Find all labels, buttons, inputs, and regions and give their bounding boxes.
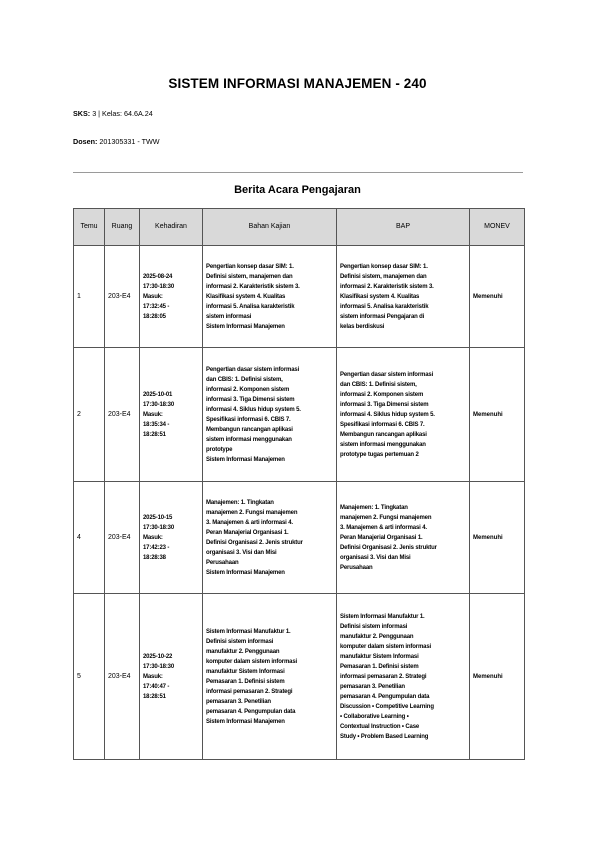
- cell-bap-line: kelas berdiskusi: [340, 323, 385, 330]
- cell-ruang: 203-E4: [105, 594, 140, 760]
- cell-bap-line: manufaktur Sistem Informasi: [340, 653, 419, 660]
- cell-bap-line: Spesifikasi informasi 6. CBIS 7.: [340, 421, 425, 428]
- dosen-label: Dosen:: [73, 137, 98, 146]
- cell-temu: 1: [74, 246, 105, 348]
- cell-bahan-kajian-line: manufaktur Sistem Informasi: [206, 668, 285, 675]
- cell-bap-line: Manajemen: 1. Tingkatan: [340, 504, 408, 511]
- cell-bahan-kajian-line: komputer dalam sistem informasi: [206, 658, 298, 665]
- cell-bap-line: sistem informasi menggunakan: [340, 441, 426, 448]
- cell-bahan-kajian-line: Pengertian konsep dasar SIM: 1.: [206, 263, 294, 270]
- cell-kehadiran-line: 2025-08-24: [143, 273, 173, 280]
- table-row: [74, 348, 525, 482]
- cell-bahan-kajian-line: Manajemen: 1. Tingkatan: [206, 499, 274, 506]
- cell-bahan-kajian-line: informasi pemasaran 2. Strategi: [206, 688, 293, 695]
- cell-bap-line: informasi pemasaran 2. Strategi: [340, 673, 427, 680]
- cell-kehadiran: [140, 246, 203, 348]
- cell-kehadiran: [140, 482, 203, 594]
- table-row: [74, 246, 525, 348]
- table-row: [74, 482, 525, 594]
- cell-bap-line: sistem informasi Pengajaran di: [340, 313, 425, 320]
- table-header-row: [74, 209, 525, 246]
- cell-bahan-kajian-line: pemasaran 4. Pengumpulan data: [206, 708, 296, 715]
- cell-temu: 4: [74, 482, 105, 594]
- section-title: Berita Acara Pengajaran: [234, 184, 361, 196]
- cell-bahan-kajian-line: informasi 4. Siklus hidup system 5.: [206, 406, 301, 413]
- cell-monev: Memenuhi: [470, 482, 525, 594]
- header-bahan-kajian: Bahan Kajian: [203, 209, 337, 246]
- cell-bap-line: Pengertian konsep dasar SIM: 1.: [340, 263, 428, 270]
- teaching-report-table: [73, 208, 525, 760]
- dosen-line: [73, 137, 160, 146]
- cell-bahan-kajian-line: organisasi 3. Visi dan Misi: [206, 549, 277, 556]
- cell-bap-line: Membangun rancangan aplikasi: [340, 431, 427, 438]
- cell-bahan-kajian-line: informasi 5. Analisa karakteristik: [206, 303, 295, 310]
- cell-temu: 2: [74, 348, 105, 482]
- cell-kehadiran-line: 17:30-18:30: [143, 283, 175, 290]
- cell-bap-line: organisasi 3. Visi dan Misi: [340, 554, 411, 561]
- cell-bap-line: manufaktur 2. Penggunaan: [340, 633, 414, 640]
- cell-bap-line: pemasaran 3. Penetilian: [340, 683, 405, 690]
- cell-bap-line: informasi 2. Komponen sistem: [340, 391, 424, 398]
- cell-bahan-kajian-line: pemasaran 3. Penetilian: [206, 698, 271, 705]
- cell-kehadiran-line: 17:30-18:30: [143, 401, 175, 408]
- cell-bahan-kajian: [203, 594, 337, 760]
- cell-bahan-kajian: [203, 246, 337, 348]
- dosen-value: 201305331 - TWW: [99, 137, 160, 146]
- cell-bap-line: dan CBIS: 1. Definisi sistem,: [340, 381, 417, 388]
- cell-bahan-kajian-line: Definisi Organisasi 2. Jenis struktur: [206, 539, 303, 546]
- header-monev: MONEV: [470, 209, 525, 246]
- cell-bap: [337, 348, 470, 482]
- cell-bahan-kajian-line: informasi 2. Karakteristik sistem 3.: [206, 283, 300, 290]
- cell-bap-line: Contextual Instruction • Case: [340, 723, 420, 730]
- cell-bahan-kajian-line: sistem informasi: [206, 313, 252, 320]
- cell-bap-line: komputer dalam sistem informasi: [340, 643, 432, 650]
- cell-ruang: 203-E4: [105, 246, 140, 348]
- sks-value: 3 | Kelas: 64.6A.24: [92, 109, 153, 118]
- cell-kehadiran-line: Masuk:: [143, 411, 163, 418]
- cell-bahan-kajian-line: Membangun rancangan aplikasi: [206, 426, 293, 433]
- cell-kehadiran-line: Masuk:: [143, 534, 163, 541]
- cell-bahan-kajian-line: Sistem Informasi Manajemen: [206, 718, 285, 725]
- cell-kehadiran-line: 2025-10-22: [143, 653, 173, 660]
- cell-kehadiran-line: 18:28:05: [143, 313, 166, 320]
- cell-bap-line: Peran Manajerial Organisasi 1.: [340, 534, 423, 541]
- cell-ruang: 203-E4: [105, 482, 140, 594]
- cell-bahan-kajian-line: Sistem Informasi Manufaktur 1.: [206, 628, 291, 635]
- cell-monev: Memenuhi: [470, 348, 525, 482]
- cell-bahan-kajian-line: informasi 2. Komponen sistem: [206, 386, 290, 393]
- header-bap: BAP: [337, 209, 470, 246]
- cell-kehadiran-line: 17:42:23 -: [143, 544, 170, 551]
- cell-bap-line: Definisi Organisasi 2. Jenis struktur: [340, 544, 437, 551]
- cell-bap-line: Klasifikasi system 4. Kualitas: [340, 293, 420, 300]
- cell-bap-line: prototype tugas pertemuan 2: [340, 451, 419, 458]
- cell-bap-line: manajemen 2. Fungsi manajemen: [340, 514, 432, 521]
- cell-bap: [337, 594, 470, 760]
- cell-bap-line: Sistem Informasi Manufaktur 1.: [340, 613, 425, 620]
- header-temu: Temu: [74, 209, 105, 246]
- divider: [73, 172, 523, 173]
- cell-temu: 5: [74, 594, 105, 760]
- cell-kehadiran-line: 18:35:34 -: [143, 421, 170, 428]
- cell-bap-line: Definisi sistem, manajemen dan: [340, 273, 427, 280]
- cell-bap: [337, 246, 470, 348]
- sks-line: [73, 109, 153, 118]
- cell-kehadiran-line: 18:28:51: [143, 431, 166, 438]
- cell-bahan-kajian: [203, 348, 337, 482]
- header-ruang: Ruang: [105, 209, 140, 246]
- cell-bap-line: Definisi sistem informasi: [340, 623, 408, 630]
- cell-kehadiran-line: 17:30-18:30: [143, 524, 175, 531]
- cell-bahan-kajian-line: Definisi sistem, manajemen dan: [206, 273, 293, 280]
- cell-kehadiran-line: 18:28:51: [143, 693, 166, 700]
- cell-bahan-kajian-line: Pemasaran 1. Definisi sistem: [206, 678, 285, 685]
- cell-bap-line: informasi 3. Tiga Dimensi sistem: [340, 401, 429, 408]
- cell-bahan-kajian-line: Sistem Informasi Manajemen: [206, 323, 285, 330]
- cell-bap: [337, 482, 470, 594]
- cell-kehadiran-line: Masuk:: [143, 673, 163, 680]
- cell-kehadiran-line: 18:28:38: [143, 554, 166, 561]
- cell-bap-line: Pemasaran 1. Definisi sistem: [340, 663, 419, 670]
- cell-bap-line: pemasaran 4. Pengumpulan data: [340, 693, 430, 700]
- cell-kehadiran-line: 2025-10-15: [143, 514, 173, 521]
- cell-bap-line: Study • Problem Based Learning: [340, 733, 429, 740]
- cell-bahan-kajian-line: 3. Manajemen & arti informasi 4.: [206, 519, 293, 526]
- cell-bahan-kajian-line: prototype: [206, 446, 233, 453]
- cell-kehadiran-line: 17:30-18:30: [143, 663, 175, 670]
- cell-kehadiran-line: 17:32:45 -: [143, 303, 170, 310]
- cell-bap-line: informasi 5. Analisa karakteristik: [340, 303, 429, 310]
- cell-bap-line: 3. Manajemen & arti informasi 4.: [340, 524, 427, 531]
- cell-bahan-kajian-line: Definisi sistem informasi: [206, 638, 274, 645]
- cell-bahan-kajian-line: sistem informasi menggunakan: [206, 436, 292, 443]
- cell-bahan-kajian-line: Perusahaan: [206, 559, 239, 566]
- cell-bahan-kajian-line: Sistem Informasi Manajemen: [206, 456, 285, 463]
- cell-bahan-kajian-line: Pengertian dasar sistem informasi: [206, 366, 300, 373]
- cell-bahan-kajian-line: informasi 3. Tiga Dimensi sistem: [206, 396, 295, 403]
- cell-bap-line: Discussion • Competitive Learning: [340, 703, 434, 710]
- cell-kehadiran: [140, 594, 203, 760]
- cell-bahan-kajian: [203, 482, 337, 594]
- cell-kehadiran-line: 2025-10-01: [143, 391, 173, 398]
- sks-label: SKS:: [73, 109, 91, 118]
- header-kehadiran: Kehadiran: [140, 209, 203, 246]
- table-row: [74, 594, 525, 760]
- cell-ruang: 203-E4: [105, 348, 140, 482]
- cell-monev: Memenuhi: [470, 594, 525, 760]
- cell-monev: Memenuhi: [470, 246, 525, 348]
- cell-bap-line: Perusahaan: [340, 564, 373, 571]
- cell-bap-line: • Collaborative Learning •: [340, 713, 409, 720]
- cell-bap-line: Pengertian dasar sistem informasi: [340, 371, 434, 378]
- cell-bap-line: informasi 4. Siklus hidup system 5.: [340, 411, 435, 418]
- cell-bahan-kajian-line: dan CBIS: 1. Definisi sistem,: [206, 376, 283, 383]
- cell-bahan-kajian-line: manajemen 2. Fungsi manajemen: [206, 509, 298, 516]
- cell-bahan-kajian-line: Spesifikasi informasi 6. CBIS 7.: [206, 416, 291, 423]
- cell-bap-line: informasi 2. Karakteristik sistem 3.: [340, 283, 434, 290]
- cell-kehadiran-line: 17:40:47 -: [143, 683, 170, 690]
- cell-kehadiran: [140, 348, 203, 482]
- cell-bahan-kajian-line: Klasifikasi system 4. Kualitas: [206, 293, 286, 300]
- cell-bahan-kajian-line: Peran Manajerial Organisasi 1.: [206, 529, 289, 536]
- cell-kehadiran-line: Masuk:: [143, 293, 163, 300]
- page-title: SISTEM INFORMASI MANAJEMEN - 240: [168, 76, 427, 91]
- cell-bahan-kajian-line: manufaktur 2. Penggunaan: [206, 648, 280, 655]
- cell-bahan-kajian-line: Sistem Informasi Manajemen: [206, 569, 285, 576]
